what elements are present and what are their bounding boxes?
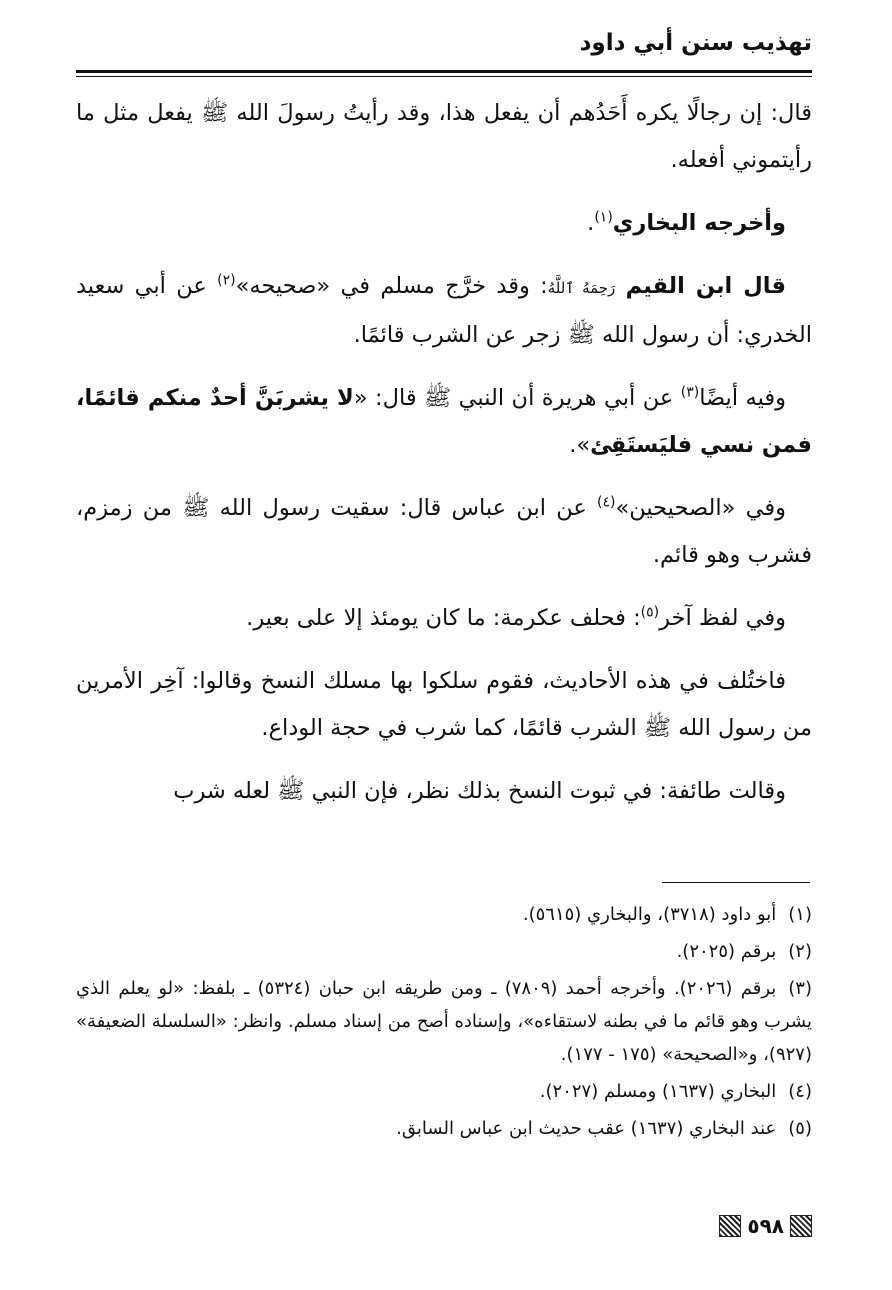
footnote-ref-1[interactable]: (١): [594, 209, 613, 226]
paragraph-4-text-a: وفيه أيضًا: [699, 385, 786, 411]
header-rule-thick: [76, 70, 812, 73]
footnote-4: [76, 1075, 812, 1108]
running-header: [76, 30, 812, 72]
footnote-number: (٣): [788, 978, 812, 999]
footnote-ref-4[interactable]: (٤): [597, 494, 616, 511]
footnote-text: برقم (٢٠٢٦). وأخرجه أحمد (٧٨٠٩) ـ ومن طريقه ابن حبان (٥٣٢٤) ـ بلفظ: «لو يعلم الذي يشرب وهو قائم ما في بطنه لاستقاءه»، وإسناده أصح من إسناد مسلم. وانظر: «السلسلة الضعيفة» (٩٢٧)، و«الصحيحة» (١٧٥ - ١٧٧).: [76, 978, 812, 1065]
paragraph-1: قال: إن رجالًا يكره أَحَدُهم أن يفعل هذا، وقد رأيتُ رسولَ الله ﷺ يفعل مثل ما رأيتموني أفعله.: [76, 100, 812, 173]
paragraph-3-text-a: : وقد خرَّج مسلم في «صحيحه»: [235, 273, 548, 299]
paragraph-5-text-b: عن ابن عباس قال: سقيت رسول الله ﷺ من زمزم، فشرب وهو قائم.: [76, 495, 812, 568]
paragraph-8: وقالت طائفة: في ثبوت النسخ بذلك نظر، فإن النبي ﷺ لعله شرب: [173, 778, 786, 804]
paragraph-6-text-a: وفي لفظ آخر: [659, 605, 786, 631]
footnote-text: برقم (٢٠٢٥).: [676, 941, 777, 962]
footnote-text: البخاري (١٦٣٧) ومسلم (٢٠٢٧).: [539, 1081, 777, 1102]
footnote-ref-3[interactable]: (٣): [680, 384, 700, 401]
paragraph-4-text-b: عن أبي هريرة أن النبي ﷺ قال: «: [353, 385, 681, 411]
book-title: تهذيب سنن أبي داود: [579, 30, 812, 56]
page-number: ٥٩٨: [747, 1214, 784, 1238]
speaker-ibn-qayyim: قال ابن القيم: [625, 273, 786, 299]
footnote-separator: [662, 882, 810, 883]
paragraph-3-text-b: عن أبي سعيد الخدري: أن رسول الله ﷺ زجر عن الشرب قائمًا.: [76, 273, 812, 348]
footnote-5: [76, 1112, 812, 1145]
honorific: رَحِمَهُ ٱللَّهُ: [547, 279, 616, 297]
hadith-quote: لا يشربَنَّ أحدٌ منكم قائمًا، فمن نسي فليَستَقِئ: [76, 385, 812, 458]
footnote-1: [76, 898, 812, 931]
footnote-text: أبو داود (٣٧١٨)، والبخاري (٥٦١٥).: [522, 904, 777, 925]
page-number-block: [719, 1214, 812, 1238]
paragraph-5-text-a: وفي «الصحيحين»: [615, 495, 786, 521]
paragraph-6: [76, 595, 812, 642]
footnote-text: عند البخاري (١٦٣٧) عقب حديث ابن عباس السابق.: [396, 1118, 777, 1139]
footnote-2: [76, 935, 812, 968]
paragraph-5: [76, 485, 812, 579]
ornament-icon: [790, 1215, 812, 1237]
paragraph-2-text: وأخرجه البخاري: [612, 210, 786, 236]
ornament-icon: [719, 1215, 741, 1237]
paragraph-4: [76, 375, 812, 469]
footnote-ref-2[interactable]: (٢): [217, 272, 236, 289]
footnote-3: [76, 972, 812, 1071]
footnote-ref-5[interactable]: (٥): [640, 604, 660, 621]
footnote-number: (١): [788, 904, 812, 925]
footnote-number: (٢): [788, 941, 812, 962]
paragraph-4-text-c: ».: [569, 432, 591, 458]
footnote-number: (٥): [788, 1118, 812, 1139]
header-rule-thin: [76, 76, 812, 77]
paragraph-7: فاختُلف في هذه الأحاديث، فقوم سلكوا بها مسلك النسخ وقالوا: آخِر الأمرين من رسول الله ﷺ الشرب قائمًا، كما شرب في حجة الوداع.: [76, 668, 812, 741]
paragraph-2-end: .: [587, 210, 595, 236]
paragraph-6-text-b: : فحلف عكرمة: ما كان يومئذ إلا على بعير.: [246, 605, 641, 631]
footnote-number: (٤): [788, 1081, 812, 1102]
main-text: [76, 90, 812, 831]
paragraph-3: [76, 263, 812, 359]
footnotes: [76, 898, 812, 1149]
paragraph-2: [76, 200, 812, 247]
